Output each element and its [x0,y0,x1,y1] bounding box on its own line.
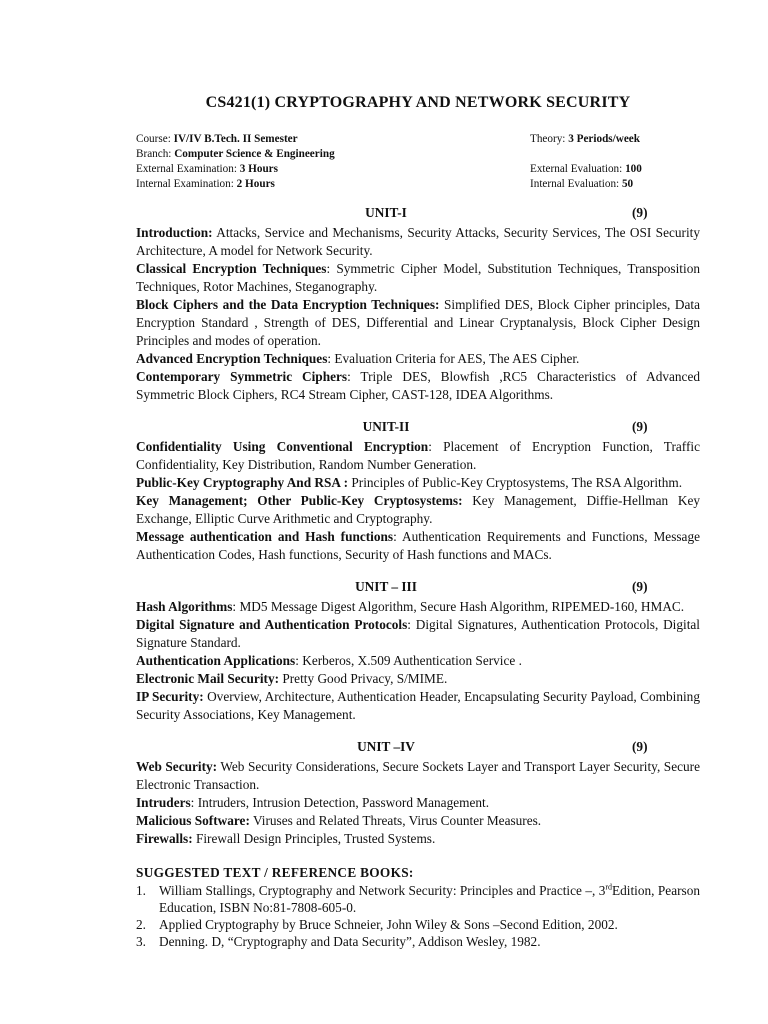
reference-number: 1. [136,883,146,898]
topic-paragraph [136,492,700,528]
topic-paragraph [136,758,700,794]
topic-text: : Digital Signatures, Authentication Protocols, Digital Signature Standard. [136,617,700,650]
unit-3-header [136,576,700,598]
topic-text: Viruses and Related Threats, Virus Counter Measures. [249,813,542,828]
topic-heading: Web Security: [136,759,218,774]
topic-text: Web Security Considerations, Secure Sockets Layer and Transport Layer Security, Secure Electronic Transaction. [136,759,700,792]
reference-item [136,933,700,950]
topic-text: Simplified DES, Block Cipher principles, Data Encryption Standard , Strength of DES, Differential and Linear Cryptanalysis, Block Cipher Design Principles and modes of operation. [136,297,700,348]
course-value: IV/IV B.Tech. II Semester [173,133,298,145]
topic-heading: Block Ciphers and the Data Encryption Techniques: [136,297,440,312]
unit-periods: (9) [632,739,648,754]
theory-value: 3 Periods/week [568,133,640,145]
unit-periods: (9) [632,419,648,434]
topic-text: : Authentication Requirements and Functions, Message Authentication Codes, Hash functions, Security of Hash functions and MACs. [136,529,700,562]
topic-paragraph [136,794,700,812]
topic-text: : MD5 Message Digest Algorithm, Secure Hash Algorithm, RIPEMED-160, HMAC. [232,599,685,614]
topic-heading: Key Management; Other Public-Key Cryptosystems: [136,493,463,508]
topic-paragraph [136,474,700,492]
unit-title: UNIT – III [355,579,417,594]
meta-row-external [136,162,656,177]
int-exam-label: Internal Examination: [136,178,237,190]
int-eval-label: Internal Evaluation: [530,178,622,190]
topic-paragraph [136,812,700,830]
reference-item [136,916,700,933]
syllabus-content [136,202,700,950]
topic-paragraph [136,368,700,404]
topic-text: Overview, Architecture, Authentication Header, Encapsulating Security Payload, Combining Security Associations, Key Management. [136,689,700,722]
topic-paragraph [136,528,700,564]
topic-heading: Digital Signature and Authentication Protocols [136,617,408,632]
topic-heading: Electronic Mail Security: [136,671,280,686]
ext-eval-value: 100 [625,163,642,175]
topic-heading: Public-Key Cryptography And RSA : [136,475,349,490]
topic-text: Pretty Good Privacy, S/MIME. [279,671,448,686]
topic-text: : Intruders, Intrusion Detection, Password Management. [190,795,490,810]
topic-text: Firewall Design Principles, Trusted Systems. [192,831,436,846]
branch-value: Computer Science & Engineering [174,148,335,160]
topic-paragraph [136,260,700,296]
topic-paragraph [136,296,700,350]
topic-paragraph [136,438,700,474]
meta-row-course [136,132,656,147]
topic-heading: Authentication Applications [136,653,296,668]
topic-text: Attacks, Service and Mechanisms, Security Attacks, Security Services, The OSI Security Architecture, A model for Network Security. [136,225,700,258]
page-title: CS421(1) CRYPTOGRAPHY AND NETWORK SECURITY [205,94,631,111]
topic-heading: Intruders [136,795,191,810]
reference-number: 3. [136,934,146,949]
course-meta [136,132,656,192]
unit-1-header [136,202,700,224]
reference-text: Applied Cryptography by Bruce Schneier, John Wiley & Sons –Second Edition, 2002. [159,917,618,932]
ext-exam-label: External Examination: [136,163,240,175]
topic-paragraph [136,350,700,368]
theory-label: Theory: [530,133,569,145]
topic-text: : Placement of Encryption Function, Traffic Confidentiality, Key Distribution, Random Number Generation. [136,439,701,472]
meta-row-branch [136,147,656,162]
unit-title: UNIT-I [365,205,407,220]
topic-heading: Classical Encryption Techniques [136,261,327,276]
topic-text: : Triple DES, Blowfish ,RC5 Characteristics of Advanced Symmetric Block Ciphers, RC4 Stream Cipher, CAST-128, IDEA Algorithms. [136,369,700,402]
reference-text: Denning. D, “Cryptography and Data Security”, Addison Wesley, 1982. [159,934,541,949]
topic-paragraph [136,670,700,688]
topic-paragraph [136,598,700,616]
topic-text: : Kerberos, X.509 Authentication Service . [295,653,522,668]
reference-number: 2. [136,917,146,932]
course-label: Course: [136,133,174,145]
unit-title: UNIT-II [362,419,410,434]
unit-periods: (9) [632,205,648,220]
topic-heading: Firewalls: [136,831,193,846]
meta-row-internal [136,177,656,192]
ext-eval-label: External Evaluation: [530,163,626,175]
topic-heading: Malicious Software: [136,813,250,828]
unit-title: UNIT –IV [357,739,415,754]
int-eval-value: 50 [621,178,634,190]
unit-2-header [136,416,700,438]
unit-4-header [136,736,700,758]
topic-text: Principles of Public-Key Cryptosystems, The RSA Algorithm. [348,475,683,490]
topic-heading: Hash Algorithms [136,599,233,614]
topic-heading: Introduction: [136,225,213,240]
topic-paragraph [136,688,700,724]
topic-heading: Confidentiality Using Conventional Encryption [136,439,429,454]
topic-paragraph [136,652,700,670]
branch-label: Branch: [136,148,175,160]
references-heading: SUGGESTED TEXT / REFERENCE BOOKS: [136,865,414,880]
reference-text: William Stallings, Cryptography and Network Security: Principles and Practice –, 3rdEdition, Pearson Education, ISBN No:81-7808-605-0. [159,882,700,915]
reference-item [136,882,700,916]
topic-text: Key Management, Diffie-Hellman Key Exchange, Elliptic Curve Arithmetic and Cryptography. [136,493,700,526]
topic-heading: Advanced Encryption Techniques [136,351,328,366]
topic-heading: IP Security: [136,689,204,704]
topic-paragraph [136,830,700,848]
unit-periods: (9) [632,579,648,594]
topic-paragraph [136,616,700,652]
topic-heading: Message authentication and Hash functions [136,529,394,544]
topic-heading: Contemporary Symmetric Ciphers [136,369,348,384]
topic-text: : Symmetric Cipher Model, Substitution Techniques, Transposition Techniques, Rotor Machines, Steganography. [136,261,700,294]
int-exam-value: 2 Hours [236,178,275,190]
topic-text: : Evaluation Criteria for AES, The AES Cipher. [327,351,580,366]
topic-paragraph [136,224,700,260]
ext-exam-value: 3 Hours [239,163,278,175]
